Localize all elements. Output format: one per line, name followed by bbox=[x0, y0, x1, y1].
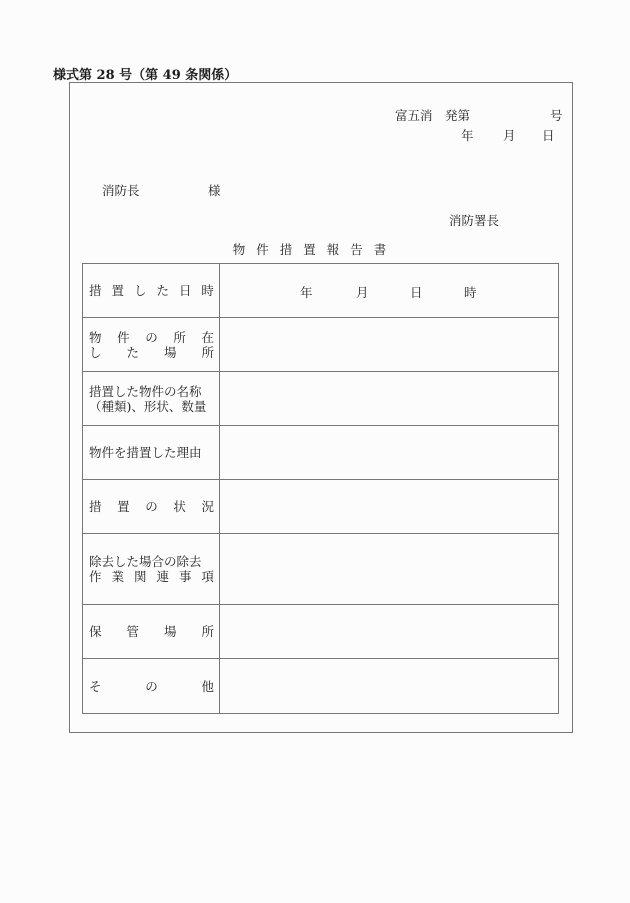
datetime-value bbox=[220, 283, 558, 298]
label-char: 所 bbox=[201, 344, 214, 360]
table-row bbox=[83, 426, 559, 480]
label-char: 関 bbox=[133, 569, 147, 584]
label-char: 場 bbox=[163, 344, 177, 360]
label-line bbox=[89, 283, 214, 298]
issue-year: 年 bbox=[461, 128, 474, 143]
issue-day: 日 bbox=[542, 128, 555, 143]
label-char: 在 bbox=[201, 329, 214, 345]
label-line bbox=[89, 569, 214, 584]
label-line bbox=[89, 679, 214, 694]
report-table bbox=[82, 263, 559, 714]
datetime-year-unit: 年 bbox=[300, 285, 313, 300]
row-label bbox=[83, 372, 220, 426]
row-label bbox=[83, 426, 220, 480]
row-value-field[interactable] bbox=[220, 534, 559, 605]
issuer-number-line bbox=[395, 106, 563, 124]
label-char: 項 bbox=[201, 569, 214, 584]
row-label bbox=[83, 659, 220, 714]
label-char: 置 bbox=[111, 283, 124, 298]
label-char: 件 bbox=[117, 329, 130, 345]
label-char: そ bbox=[89, 678, 102, 694]
label-char: 置 bbox=[117, 499, 130, 514]
label-char: し bbox=[133, 283, 147, 298]
label-line bbox=[89, 345, 214, 360]
row-value-field[interactable] bbox=[220, 372, 559, 426]
table-row bbox=[83, 264, 559, 318]
label-char: 連 bbox=[156, 569, 169, 584]
table-row bbox=[83, 480, 559, 534]
label-char: 物 bbox=[89, 329, 102, 345]
label-char: 措 bbox=[89, 499, 102, 514]
row-label bbox=[83, 318, 220, 372]
label-line: 物件を措置した理由 bbox=[89, 445, 202, 460]
datetime-hour-unit: 時 bbox=[464, 285, 477, 300]
row-value-field[interactable] bbox=[220, 659, 559, 714]
issuer-prefix: 富五消 発第 bbox=[395, 108, 471, 123]
issue-month: 月 bbox=[503, 128, 516, 143]
table-row bbox=[83, 318, 559, 372]
label-line: 措置した物件の名称 bbox=[89, 383, 202, 399]
label-line bbox=[89, 330, 214, 345]
label-line bbox=[89, 499, 214, 514]
label-char: 他 bbox=[201, 678, 214, 694]
label-char: 所 bbox=[201, 624, 214, 639]
table-row bbox=[83, 605, 559, 659]
label-char: 所 bbox=[173, 329, 186, 345]
label-char: 業 bbox=[111, 569, 124, 584]
addressee: 消防長 bbox=[102, 183, 140, 198]
label-char: 事 bbox=[178, 569, 192, 584]
label-char: の bbox=[145, 499, 158, 514]
row-label bbox=[83, 605, 220, 659]
label-char: し bbox=[89, 344, 102, 360]
table-row bbox=[83, 372, 559, 426]
label-line: 除去した場合の除去 bbox=[89, 554, 202, 569]
datetime-day-unit: 日 bbox=[410, 285, 423, 300]
row-value-field[interactable] bbox=[220, 318, 559, 372]
form-number: 様式第 28 号（第 49 条関係） bbox=[53, 68, 238, 83]
label-line: （種類)、形状、数量 bbox=[89, 398, 207, 414]
label-line bbox=[89, 624, 214, 639]
addressee-honorific: 様 bbox=[208, 183, 221, 198]
label-char: 作 bbox=[89, 569, 102, 584]
sender: 消防署長 bbox=[449, 213, 500, 228]
table-row bbox=[83, 534, 559, 605]
row-value-field[interactable] bbox=[220, 426, 559, 480]
label-char: 況 bbox=[201, 499, 214, 514]
row-label bbox=[83, 264, 220, 318]
label-char: 日 bbox=[178, 283, 192, 298]
label-char: た bbox=[156, 283, 169, 298]
label-char: の bbox=[145, 329, 158, 345]
label-char: 措 bbox=[89, 283, 102, 298]
label-char: 状 bbox=[173, 499, 186, 514]
datetime-month-unit: 月 bbox=[356, 285, 369, 300]
page-title: 物件措置報告書 bbox=[232, 242, 398, 257]
label-char: の bbox=[145, 678, 158, 694]
label-char: 保 bbox=[89, 624, 102, 639]
row-value-field[interactable] bbox=[220, 605, 559, 659]
label-char: 時 bbox=[201, 283, 214, 298]
row-value-field[interactable] bbox=[220, 480, 559, 534]
label-char: た bbox=[126, 344, 139, 360]
row-label bbox=[83, 480, 220, 534]
issuer-suffix: 号 bbox=[550, 108, 563, 123]
table-row bbox=[83, 659, 559, 714]
row-value-field[interactable] bbox=[220, 264, 559, 318]
label-char: 場 bbox=[163, 624, 177, 639]
label-char: 管 bbox=[126, 624, 139, 639]
row-label bbox=[83, 534, 220, 605]
